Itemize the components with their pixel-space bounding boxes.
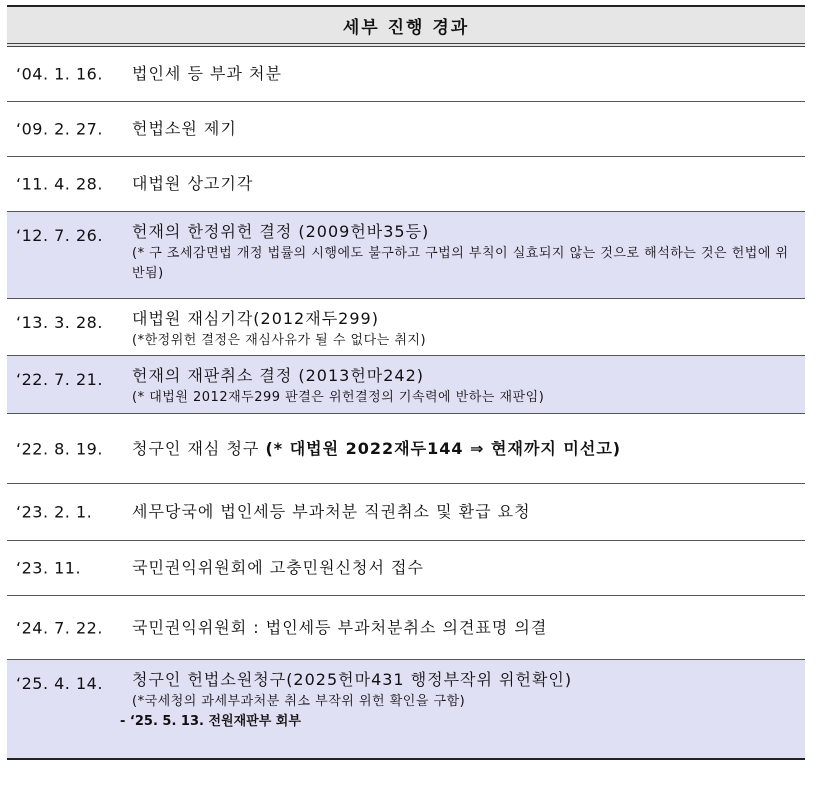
row-sub: - ‘25. 5. 13. 전원재판부 회부 [120,714,301,729]
table-row [7,47,805,102]
progress-table [7,5,805,760]
row-date: ‘25. 4. 14. [16,674,103,693]
table-row [7,102,805,157]
table-row [7,299,805,356]
row-title [132,437,799,461]
row-date: ‘23. 11. [16,558,82,578]
row-date: ‘09. 2. 27. [16,119,103,139]
table-row [7,356,805,414]
row-title: 국민권익위원회에 고충민원신청서 접수 [132,558,424,577]
row-note: (*국세청의 과세부과처분 취소 부작위 위헌 확인을 구함) [132,694,466,709]
row-date: ‘13. 3. 28. [16,313,103,332]
table-row [7,212,805,299]
row-date: ‘04. 1. 16. [16,64,103,84]
row-title: 대법원 상고기각 [132,174,254,193]
table-row [7,484,805,541]
table-row [7,157,805,212]
row-note: (* 대법원 2012재두299 판결은 위헌결정의 기속력에 반하는 재판임) [132,390,545,405]
row-title-bold: (* 대법원 2022재두144 ⇒ 현재까지 미선고) [265,438,622,458]
row-title-text: 청구인 재심 청구 [132,438,266,458]
table-row [7,414,805,484]
row-title: 국민권익위원회 : 법인세등 부과처분취소 의견표명 의결 [132,617,548,637]
row-note: (*한정위헌 결정은 재심사유가 될 수 없다는 취지) [132,333,427,348]
row-date: ‘22. 7. 21. [16,370,103,389]
row-title: 헌재의 재판취소 결정 (2013헌마242) [132,366,425,385]
row-date: ‘24. 7. 22. [16,618,103,637]
row-note: (* 구 조세감면법 개정 법률의 시행에도 불구하고 구법의 부칙이 실효되지 않는 것으로 해석하는 것은 헌법에 위반됨) [132,246,789,281]
table-header: 세부 진행 경과 [7,7,805,47]
row-date: ‘12. 7. 26. [16,226,103,245]
row-title: 법인세 등 부과 처분 [132,64,282,83]
row-title: 헌법소원 제기 [132,119,237,138]
row-date: ‘11. 4. 28. [16,174,103,194]
row-title: 청구인 헌법소원청구(2025헌마431 행정부작위 위헌확인) [132,670,573,689]
row-title: 대법원 재심기각(2012재두299) [132,309,379,328]
row-title: 세무당국에 법인세등 부과처분 직권취소 및 환급 요청 [132,502,531,521]
row-date: ‘23. 2. 1. [16,502,93,522]
table-row [7,541,805,596]
table-row [7,660,805,760]
row-title: 헌재의 한정위헌 결정 (2009헌바35등) [132,222,430,241]
row-date: ‘22. 8. 19. [16,439,103,458]
table-row [7,596,805,660]
